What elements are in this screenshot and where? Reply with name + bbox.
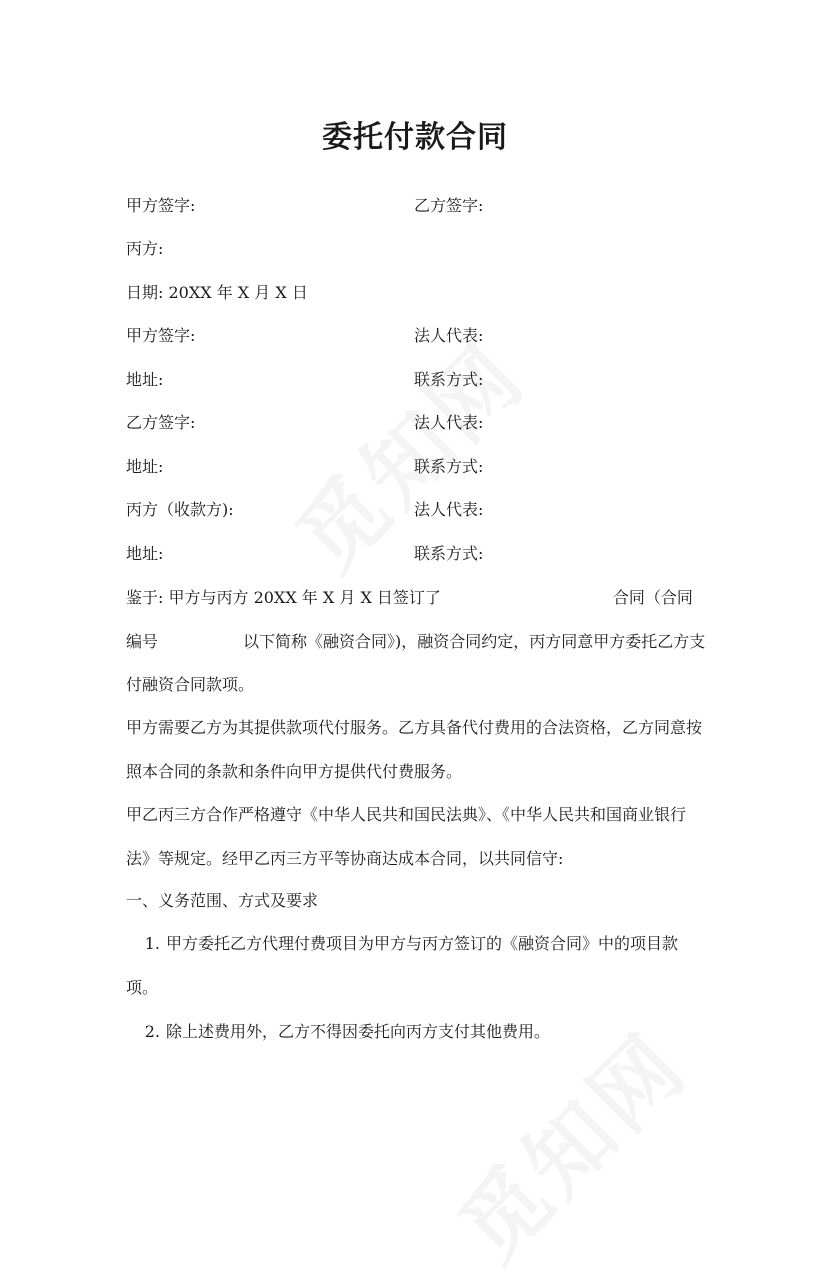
item-text: 甲方委托乙方代理付费项目为甲方与丙方签订的《融资合同》中的项目款项。 (126, 934, 679, 997)
law-paragraph: 甲乙丙三方合作严格遵守《中华人民共和国民法典》、《中华人民共和国商业银行法》等规定。经甲乙丙三方平等协商达成本合同，以共同信守: (126, 805, 687, 868)
party-a-sign-label: 甲方签字: (126, 196, 196, 215)
legal-rep-a-label: 法人代表: (414, 326, 484, 345)
whereas-text-1: 鉴于: 甲方与丙方 20XX 年 X 月 X 日签订了 (126, 588, 441, 607)
whereas-text-3: 以下简称《融资合同》)，融资合同约定，丙方同意甲方委托乙方支付融资合同款项。 (126, 631, 706, 694)
contact-b-label: 联系方式: (414, 457, 484, 476)
party-b-sign-label-2: 乙方签字: (126, 413, 196, 432)
legal-rep-c-label: 法人代表: (414, 500, 484, 519)
party-a-sign-label-2: 甲方签字: (126, 326, 196, 345)
party-b-sign-label: 乙方签字: (414, 196, 484, 215)
service-paragraph: 甲方需要乙方为其提供款项代付服务。乙方具备代付费用的合法资格，乙方同意按照本合同的条款和条件向甲方提供代付费服务。 (126, 718, 703, 781)
contact-a-label: 联系方式: (414, 370, 484, 389)
item-number: 1. (144, 934, 160, 953)
document-title: 委托付款合同 (322, 120, 508, 155)
item-text: 除上述费用外，乙方不得因委托向丙方支付其他费用。 (166, 1022, 551, 1041)
legal-rep-b-label: 法人代表: (414, 413, 484, 432)
item-number: 2. (144, 1022, 160, 1041)
date-line: 日期: 20XX 年 X 月 X 日 (126, 283, 308, 302)
address-c-label: 地址: (126, 544, 164, 563)
address-b-label: 地址: (126, 457, 164, 476)
whereas-text-2: 合同（合同编号 (126, 588, 693, 651)
address-a-label: 地址: (126, 370, 164, 389)
party-c-label: 丙方: (126, 239, 164, 258)
section-1-heading: 一、义务范围、方式及要求 (126, 891, 319, 910)
contact-c-label: 联系方式: (414, 544, 484, 563)
party-c-payee-label: 丙方（收款方): (126, 500, 234, 519)
list-item (126, 1010, 706, 1054)
list-item (126, 922, 706, 1009)
whereas-paragraph (126, 576, 706, 707)
watermark (265, 311, 548, 594)
